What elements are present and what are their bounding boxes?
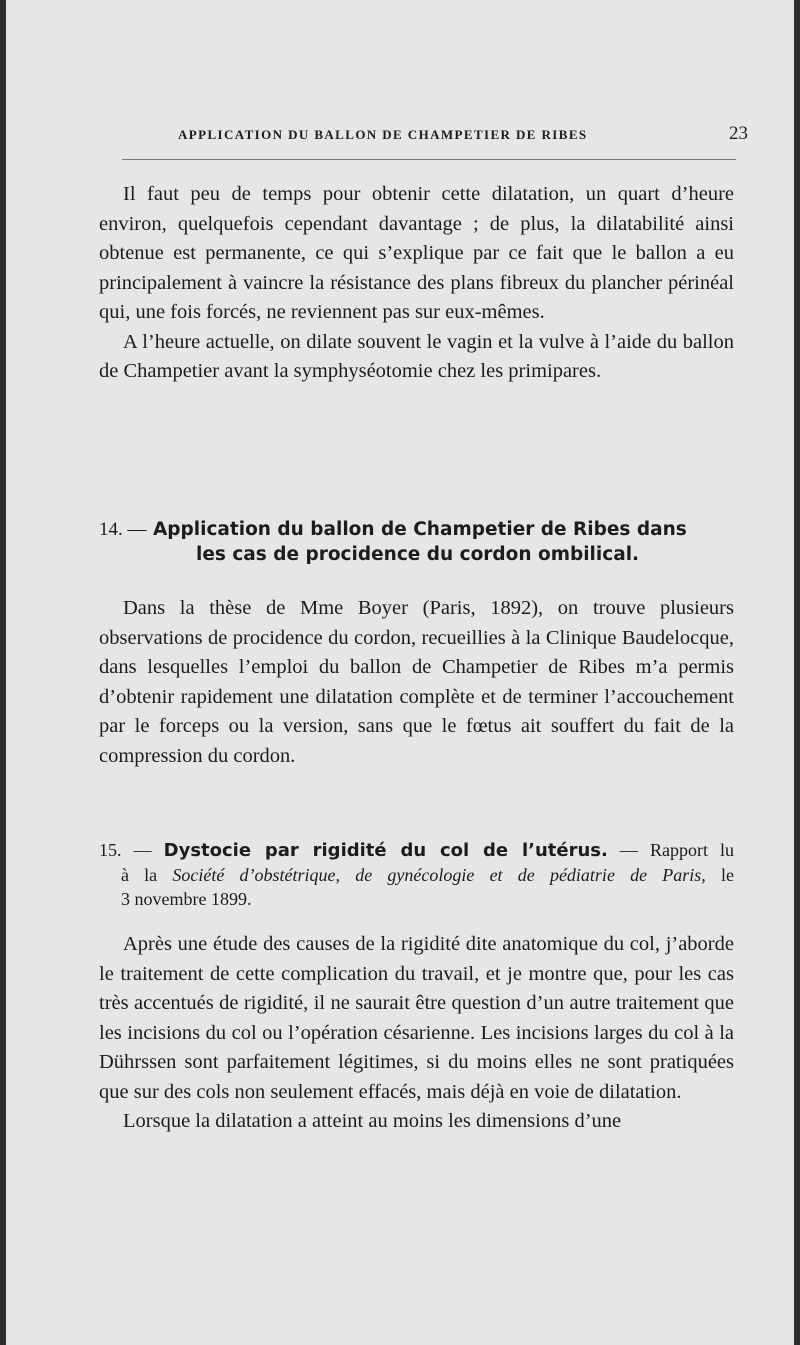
section-title-line1: Application du ballon de Champetier de Ribes dans (152, 519, 687, 540)
document-page (6, 0, 794, 1345)
section-15-text (99, 930, 734, 1137)
rapport-text: le (721, 865, 735, 885)
paragraph: Il faut peu de temps pour obtenir cette dilatation, un quart d’heure environ, quelquefois cependant davantage ; de plus, la dilatabilité ainsi obtenue est permanente, ce qui s’explique par ce fait que le ballon a eu principalement à vaincre la résistance des plans fibreux du plancher périnéal qui, une fois forcés, ne reviennent pas sur eux-mêmes. (99, 183, 734, 323)
section-number: 14. — (99, 519, 147, 540)
section-14-title (99, 517, 734, 567)
section-title-line2: les cas de procidence du cordon ombilical. (196, 544, 640, 565)
rapport-prefix: — Rapport lu (619, 840, 735, 860)
section-14-text (99, 594, 734, 771)
rapport-text: à la (121, 865, 158, 885)
page-number: 23 (729, 123, 748, 144)
running-header (178, 123, 748, 144)
society-name: Société d’obstétrique, de gynécologie et de pédiatrie de Paris, (172, 865, 706, 885)
section-15-heading (99, 838, 734, 911)
paragraph: A l’heure actuelle, on dilate souvent le vagin et la vulve à l’aide du ballon de Champetier avant la symphyséotomie chez les primipares. (99, 330, 734, 382)
section-title: Dystocie par rigidité du col de l’utérus. (163, 840, 608, 861)
paragraph: Dans la thèse de Mme Boyer (Paris, 1892), on trouve plusieurs observations de procidence du cordon, recueillies à la Clinique Baudelocque, dans lesquelles l’emploi du ballon de Champetier de Ribes m’a permis d’obtenir rapidement une dilatation complète et de terminer l’accouchement par le forceps ou la version, sans que le fœtus ait souffert du fait de la compression du cordon. (99, 597, 734, 767)
paragraph: Après une étude des causes de la rigidité dite anatomique du col, j’aborde le traitement de cette complication du travail, et je montre que, pour les cas très accentués de rigidité, il ne saurait être question d’un autre traitement que les incisions du col ou l’opération césarienne. Les incisions larges du col à la Dührssen sont parfaitement légitimes, si du moins elles ne sont pratiquées que sur des cols non seulement effacés, mais déjà en voie de dilatation. (99, 933, 734, 1103)
header-rule (122, 159, 736, 160)
section-15-line1 (99, 838, 734, 863)
running-title: APPLICATION DU BALLON DE CHAMPETIER DE RIBES (178, 127, 588, 142)
section-number: 15. — (99, 840, 152, 860)
intro-text (99, 180, 734, 387)
section-15-line2 (99, 863, 734, 887)
rapport-date: 3 novembre 1899. (121, 889, 252, 909)
paragraph: Lorsque la dilatation a atteint au moins les dimensions d’une (123, 1110, 622, 1132)
